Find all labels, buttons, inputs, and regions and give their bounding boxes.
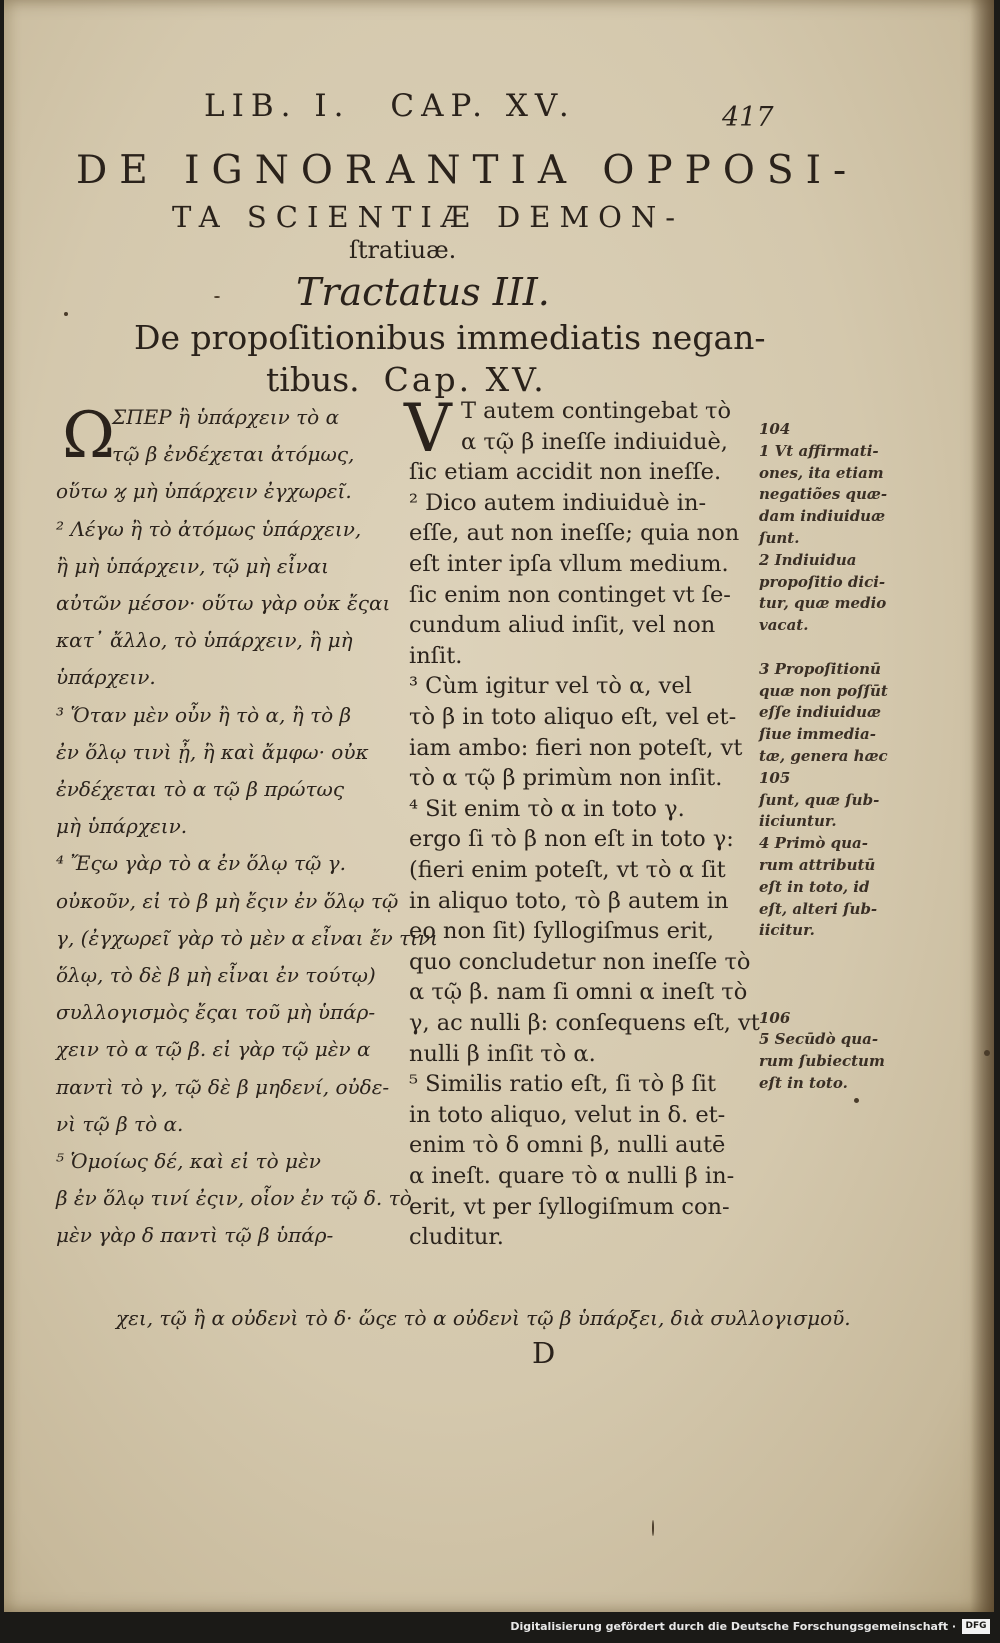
text-line: ſiue immedia- (759, 725, 876, 744)
dfg-logo-icon: DFG (962, 1619, 990, 1634)
text-line: tur, quæ medio (759, 594, 887, 613)
chapter-title-line-1: De propoſitionibus immediatis negan- (134, 318, 766, 357)
paper-speck (214, 296, 220, 298)
text-line: rum attributū (759, 856, 876, 874)
text-line: οὕτω ϗ μὴ ὑπάρχειν ἐγχωρεῖ. (56, 479, 352, 504)
running-head-chapter: CAP. XV. (390, 88, 576, 124)
footer-bar (0, 1612, 1000, 1643)
greek-drop-initial: Ω (62, 399, 116, 473)
text-line: propoſitio dici- (759, 572, 886, 591)
text-line: iam ambo: fieri non poteſt, vt (409, 734, 743, 761)
text-line: ἐν ὅλῳ τινὶ ᾖ, ἢ καὶ ἄμφω· οὐκ (56, 739, 369, 764)
text-line: ⁵ Ὁμοίως δέ, καὶ εἰ τὸ μὲν (56, 1149, 321, 1173)
text-line: quæ non poſſūt (759, 681, 888, 700)
text-line: 2 Indiuidua (759, 550, 857, 569)
paper-speck (854, 1098, 859, 1103)
text-line: eo non ſit) ſyllogiſmus erit, (409, 918, 715, 945)
text-line: αὐτῶν μέσον· οὕτω γὰρ οὐκ ἔςαι (56, 591, 391, 615)
title-line-3: ſtratiuæ. (349, 236, 457, 264)
latin-drop-initial: V (404, 390, 452, 467)
text-line: ὅλῳ, τὸ δὲ β μὴ εἶναι ἐν τούτῳ) (56, 963, 376, 987)
text-line: iicitur. (759, 921, 815, 940)
text-line: κατ᾽ ἄλλο, τὸ ὑπάρχειν, ἢ μὴ (56, 628, 353, 653)
text-line: eſt in toto, id (759, 877, 870, 896)
text-line: cundum aliud inſit, vel non (409, 612, 716, 639)
text-line: τῷ β ἐνδέχεται ἀτόμως, (112, 442, 355, 467)
text-line: οὐκοῦν, εἰ τὸ β μὴ ἔςιν ἐν ὅλῳ τῷ (56, 888, 399, 913)
text-line: γ, ac nulli β: conſequens eſt, vt (409, 1010, 760, 1036)
text-line: ergo ſi τὸ β non eſt in toto γ: (409, 826, 734, 853)
page-number: 417 (722, 102, 774, 133)
text-line: tæ, genera hæc (759, 747, 888, 765)
text-line: ones, ita etiam (759, 463, 884, 482)
text-line: ſic etiam accidit non ineſſe. (409, 459, 722, 486)
text-line: ἐνδέχεται τὸ α τῷ β πρώτως (56, 777, 345, 801)
running-head-book: LIB. I. (204, 88, 351, 124)
catchword: D (532, 1336, 556, 1370)
text-line: 3 Propoſitionū (759, 659, 881, 678)
text-line: ſunt, quæ ſub- (759, 790, 880, 809)
text-line: 1 Vt affirmati- (759, 441, 879, 460)
text-line: μὴ ὑπάρχειν. (56, 814, 188, 839)
text-line: τὸ β in toto aliquo eſt, vel et- (409, 704, 737, 730)
text-line: ³ Cùm igitur vel τὸ α, vel (409, 673, 692, 700)
text-line: vacat. (759, 616, 809, 635)
text-line: erit, vt per ſyllogiſmum con- (409, 1193, 730, 1220)
text-line: dam indiuiduæ (759, 507, 886, 526)
chapter-title-end: tibus. (266, 360, 360, 399)
running-head (204, 88, 616, 124)
text-line: eſt, alteri ſub- (759, 899, 878, 918)
text-line: ὑπάρχειν. (56, 665, 156, 690)
text-line: α τῷ β. nam ſi omni α ineſt τὸ (409, 979, 748, 1006)
text-line: in toto aliquo, velut in δ. et- (409, 1101, 726, 1128)
text-line: ſic enim non continget vt ſe- (409, 581, 731, 608)
book-page (4, 0, 994, 1612)
funding-credit: Digitalisierung gefördert durch die Deutsche Forschungsgemeinschaft · (510, 1620, 956, 1633)
text-line: ² Λέγω ἢ τὸ ἀτόμως ὑπάρχειν, (56, 516, 362, 541)
text-line: T autem contingebat τὸ (461, 398, 731, 424)
text-line: cluditur. (409, 1224, 504, 1251)
text-line: χειν τὸ α τῷ β. εἰ γὰρ τῷ μὲν α (56, 1037, 371, 1062)
text-line: in aliquo toto, τὸ β autem in (409, 887, 729, 914)
text-line: νὶ τῷ β τὸ α. (56, 1111, 184, 1136)
text-line: rum ſubiectum (759, 1052, 885, 1071)
text-line: iiciuntur. (759, 812, 837, 831)
text-line: 5 Secūdò qua- (759, 1030, 879, 1049)
title-line-1: DE IGNORANTIA OPPOSI- (76, 148, 859, 193)
text-line: β ἐν ὅλῳ τινί ἐςιν, οἷον ἐν τῷ δ. τὸ (56, 1186, 412, 1211)
text-line: α τῷ β ineſſe indiuiduè, (461, 428, 728, 455)
paper-speck (652, 1520, 654, 1536)
text-line: ⁵ Similis ratio eſt, ſi τὸ β ſit (409, 1071, 717, 1098)
text-line: eſſe, aut non ineſſe; quia non (409, 520, 740, 547)
page-gutter-shadow (970, 0, 994, 1612)
text-line: ⁴ Ἔςω γὰρ τὸ α ἐν ὅλῳ τῷ γ. (56, 851, 346, 876)
text-line: ² Dico autem indiuiduè in- (409, 489, 707, 516)
text-line: ſunt. (759, 529, 800, 547)
text-line: eſt in toto. (759, 1074, 848, 1092)
text-line: παντὶ τὸ γ, τῷ δὲ β μηδενί, οὐδε- (56, 1074, 390, 1099)
paper-speck (984, 1050, 990, 1056)
text-line: eſt inter ipſa vllum medium. (409, 551, 729, 577)
title-line-2: TA SCIENTIÆ DEMON- (172, 200, 685, 234)
tractatus-heading: Tractatus III. (296, 270, 550, 314)
text-line: ³ Ὅταν μὲν οὖν ἢ τὸ α, ἢ τὸ β (56, 702, 352, 727)
text-line: συλλογισμὸς ἔςαι τοῦ μὴ ὑπάρ- (56, 1000, 376, 1025)
text-line: 104 (759, 420, 791, 438)
text-line: ἢ μὴ ὑπάρχειν, τῷ μὴ εἶναι (56, 553, 329, 578)
text-line: eſſe indiuiduæ (759, 703, 881, 722)
greek-closing-line: χει, τῷ ἢ α οὐδενὶ τὸ δ· ὥςε τὸ α οὐδενὶ τῷ β ὑπάρξει, διὰ συλλογισμοῦ. (116, 1306, 851, 1330)
text-line: μὲν γὰρ δ παντὶ τῷ β ὑπάρ- (56, 1223, 334, 1248)
text-line: nulli β inſit τὸ α. (409, 1040, 596, 1067)
text-line: γ, (ἐγχωρεῖ γὰρ τὸ μὲν α εἶναι ἔν τινι (56, 925, 439, 950)
paper-speck (64, 312, 68, 316)
chapter-number: Cap. XV. (383, 360, 547, 399)
text-line: inſit. (409, 642, 463, 669)
text-line: (fieri enim poteſt, vt τὸ α ſit (409, 857, 726, 883)
text-line: 105 (759, 768, 791, 787)
text-line: 4 Primò qua- (759, 834, 868, 853)
text-line: negatiões quæ- (759, 485, 888, 504)
text-line: ΣΠΕΡ ἢ ὑπάρχειν τὸ α (112, 405, 340, 429)
text-line: τὸ α τῷ β primùm non inſit. (409, 765, 723, 792)
text-line: quo concludetur non ineſſe τὸ (409, 948, 751, 975)
text-line: ⁴ Sit enim τὸ α in toto γ. (409, 795, 685, 822)
text-line: α ineſt. quare τὸ α nulli β in- (409, 1163, 735, 1189)
text-line: enim τὸ δ omni β, nulli autē (409, 1132, 726, 1159)
text-line: 106 (759, 1008, 791, 1027)
